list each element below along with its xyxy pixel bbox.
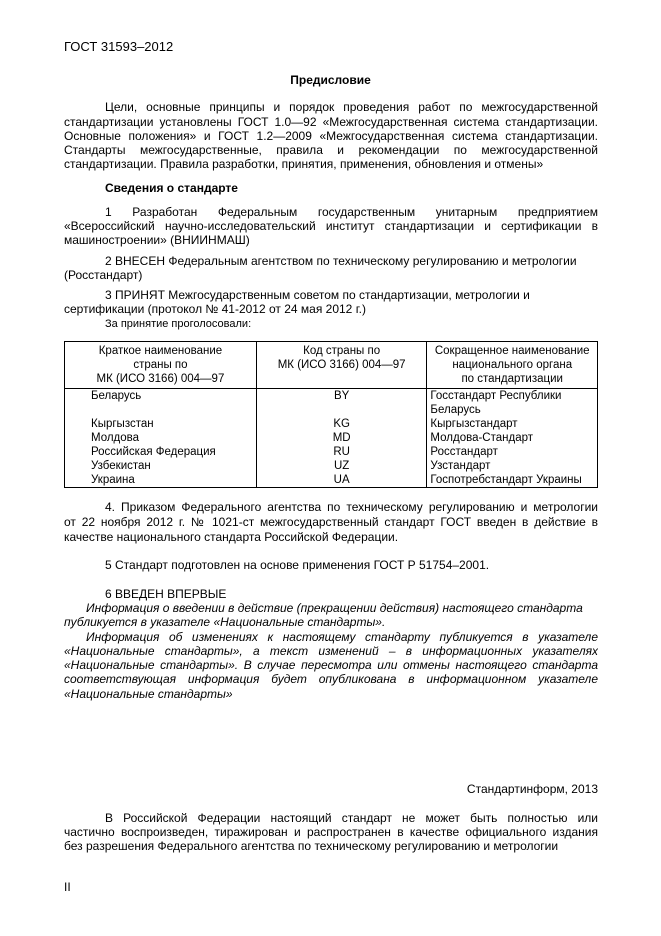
countries-table xyxy=(64,341,598,488)
cell-country: Российская Федерация xyxy=(65,445,257,459)
text-line: Цели, основные принципы и порядок проведения работ по межгосударственной xyxy=(105,100,598,114)
foreword-title: Предисловие xyxy=(290,73,371,87)
header-line: Код страны по xyxy=(303,345,381,357)
text-line: 4. Приказом Федерального агентства по техническому регулированию и метрологии xyxy=(105,500,598,514)
cell-org: Росстандарт xyxy=(427,445,598,459)
header-line: МК (ИСО 3166) 004—97 xyxy=(277,359,406,371)
cell-country: Беларусь xyxy=(65,389,257,404)
table-header-row xyxy=(65,342,598,389)
table-row xyxy=(65,459,598,473)
publisher: Стандартинформ, 2013 xyxy=(466,782,598,796)
cell-org: Кыргызстандарт xyxy=(427,417,598,431)
table-row xyxy=(65,445,598,459)
text-line: «Национальные стандарты». В случае пересмотра или отмены настоящего стандарта xyxy=(64,658,598,672)
table-row xyxy=(65,403,598,417)
item-6-title: 6 ВВЕДЕН ВПЕРВЫЕ xyxy=(105,587,227,601)
table-row xyxy=(65,431,598,445)
header-country xyxy=(65,342,257,389)
standard-info-heading: Сведения о стандарте xyxy=(105,181,238,195)
text-line: «Всероссийский научно-исследовательский институт стандартизации и сертификации в xyxy=(64,219,598,233)
cell-org: Молдова-Стандарт xyxy=(427,431,598,445)
header-code xyxy=(256,342,427,389)
text-line: Стандарты межгосударственные, правила и рекомендации по межгосударственной xyxy=(64,143,598,157)
page-number: II xyxy=(64,880,71,894)
cell-code xyxy=(256,403,427,417)
cell-country: Украина xyxy=(65,473,257,488)
text-line: Информация о введении в действие (прекращении действия) настоящего стандарта xyxy=(86,601,583,615)
text-line: «Национальные стандарты», а текст изменений – в информационных указателях xyxy=(64,644,598,658)
cell-org: Узстандарт xyxy=(427,459,598,473)
cell-code: UA xyxy=(256,473,427,488)
text-line: 1 Разработан Федеральным государственным унитарным предприятием xyxy=(105,205,598,219)
text-line: (Росстандарт) xyxy=(64,268,143,282)
table-row xyxy=(65,417,598,431)
text-line: от 22 ноября 2012 г. № 1021-ст межгосударственный стандарт ГОСТ введен в действие в xyxy=(64,515,598,529)
table-row xyxy=(65,389,598,404)
header-line: МК (ИСО 3166) 004—97 xyxy=(96,373,225,385)
text-line: Основные положения» и ГОСТ 1.2—2009 «Межгосударственная система стандартизации. xyxy=(64,129,598,143)
voted-label: За принятие проголосовали: xyxy=(105,318,252,330)
text-line: сертификации (протокол № 41-2012 от 24 мая 2012 г.) xyxy=(64,302,366,316)
header-line: страны по xyxy=(133,359,188,371)
text-line: качестве национального стандарта Российской Федерации. xyxy=(64,530,399,544)
cell-code: BY xyxy=(256,389,427,404)
header-line: национального органа xyxy=(452,359,573,371)
header-line: Сокращенное наименование xyxy=(434,345,590,357)
header-line: Краткое наименование xyxy=(98,345,223,357)
cell-country: Молдова xyxy=(65,431,257,445)
table-row xyxy=(65,473,598,488)
text-line: публикуется в указателе «Национальные стандарты». xyxy=(64,615,386,629)
cell-code: UZ xyxy=(256,459,427,473)
text-line: Информация об изменениях к настоящему стандарту публикуется в указателе xyxy=(86,630,598,644)
text-line: без разрешения Федерального агентства по техническому регулированию и метрологии xyxy=(64,839,559,853)
text-line: 2 ВНЕСЕН Федеральным агентством по техническому регулированию и метрологии xyxy=(105,254,577,268)
text-line: стандартизации установлены ГОСТ 1.0—92 «Межгосударственная система стандартизации. xyxy=(64,115,598,129)
text-line: стандартизации. Правила разработки, принятия, применения, обновления и отмены» xyxy=(64,157,544,171)
header-org xyxy=(427,342,598,389)
text-line: частично воспроизведен, тиражирован и распространен в качестве официального издания xyxy=(64,825,598,839)
header-line: по стандартизации xyxy=(461,373,563,385)
cell-code: KG xyxy=(256,417,427,431)
cell-code: RU xyxy=(256,445,427,459)
cell-country xyxy=(65,403,257,417)
item-5: 5 Стандарт подготовлен на основе применения ГОСТ Р 51754–2001. xyxy=(105,558,490,572)
text-line: В Российской Федерации настоящий стандарт не может быть полностью или xyxy=(105,811,598,825)
text-line: «Национальные стандарты» xyxy=(64,687,233,701)
cell-country: Кыргызстан xyxy=(65,417,257,431)
text-line: соответствующая информация будет опубликована в информационном указателе xyxy=(64,672,598,686)
text-line: машиностроении» (ВНИИНМАШ) xyxy=(64,233,250,247)
cell-org: Беларусь xyxy=(427,403,598,417)
text-line: 3 ПРИНЯТ Межгосударственным советом по стандартизации, метрологии и xyxy=(105,288,530,302)
cell-code: MD xyxy=(256,431,427,445)
cell-org: Госстандарт Республики xyxy=(427,389,598,404)
cell-org: Госпотребстандарт Украины xyxy=(427,473,598,488)
cell-country: Узбекистан xyxy=(65,459,257,473)
doc-code: ГОСТ 31593–2012 xyxy=(64,39,174,54)
